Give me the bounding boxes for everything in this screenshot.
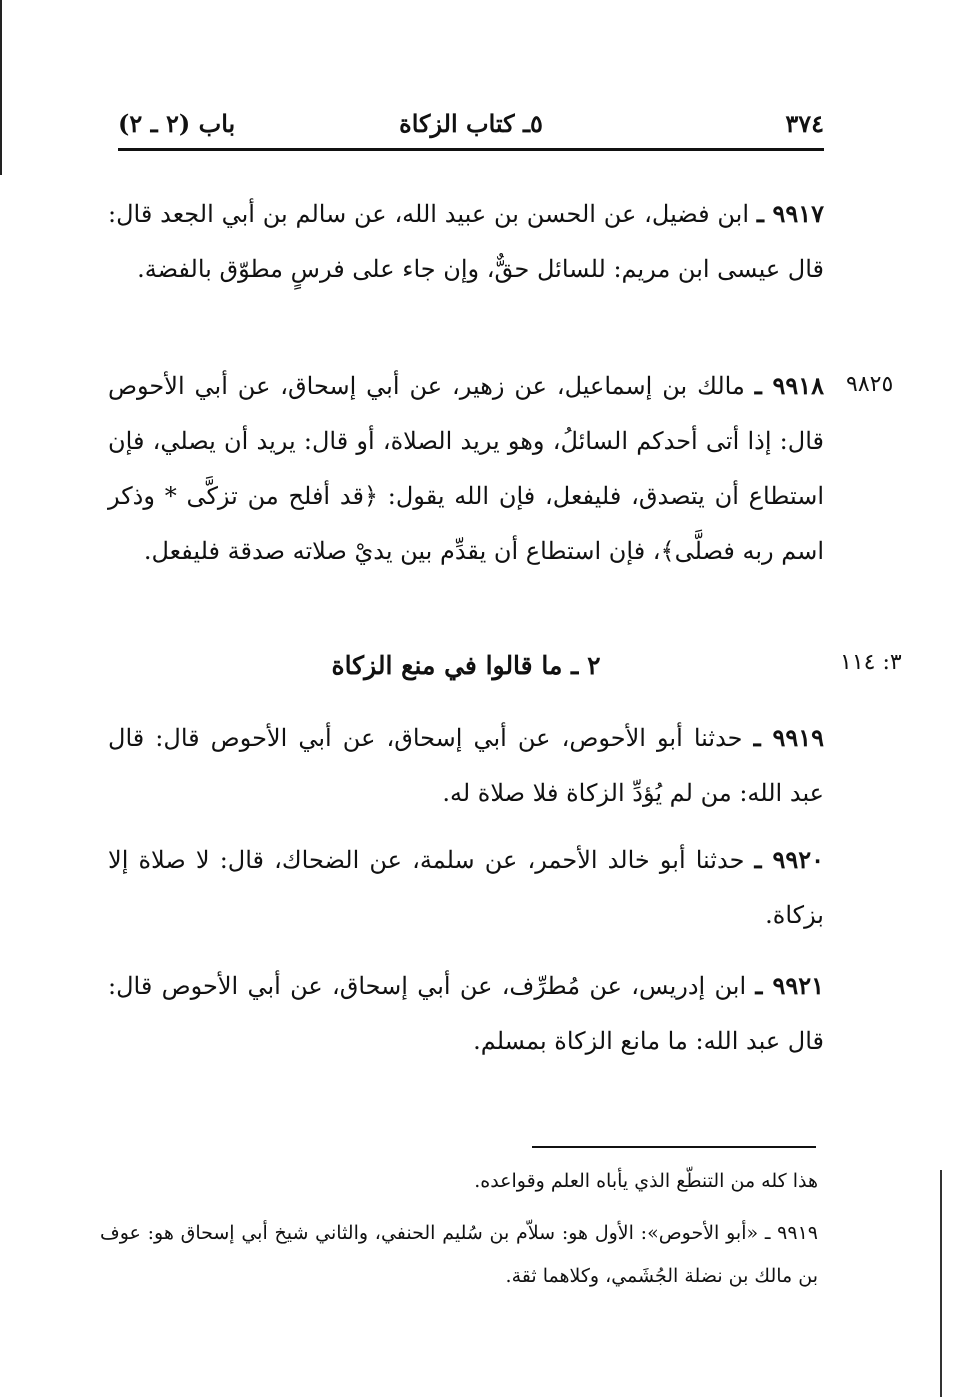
book-title: ٥ـ كتاب الزكاة xyxy=(399,109,543,138)
footnote-2: ٩٩١٩ ـ «أبو الأحوص»: الأول هو: سلاّم بن سُليم الحنفي، والثاني شيخ أبي إسحاق هو: عوف بن مالك بن نضلة الجُشَمي، وكلاهما ثقة. xyxy=(100,1222,818,1287)
hadith-9921 xyxy=(108,958,824,1069)
hadith-text: ابن فضيل، عن الحسن بن عبيد الله، عن سالم بن أبي الجعد قال: قال عيسى ابن مريم: للسائل حقٌّ، وإن جاء على فرسٍ مطوّق بالفضة. xyxy=(108,200,824,283)
hadith-number: ٩٩١٧ ـ xyxy=(756,199,824,228)
hadith-number: ٩٩٢١ ـ xyxy=(755,971,824,1000)
margin-note-volume-ref: ٣: ١١٤ xyxy=(840,650,902,675)
hadith-number: ٩٩١٨ ـ xyxy=(754,371,824,400)
scan-edge-left xyxy=(0,0,2,175)
hadith-9920 xyxy=(108,832,824,943)
page-number: ٣٧٤ xyxy=(785,109,824,138)
hadith-number: ٩٩٢٠ ـ xyxy=(754,845,824,874)
hadith-9918 xyxy=(108,358,824,579)
hadith-text: حدثنا أبو خالد الأحمر، عن سلمة، عن الضحاك، قال: لا صلاة إلا بزكاة. xyxy=(108,846,824,929)
hadith-number: ٩٩١٩ ـ xyxy=(753,723,824,752)
footnote-rule xyxy=(532,1146,816,1148)
hadith-text: مالك بن إسماعيل، عن زهير، عن أبي إسحاق، عن أبي الأحوص قال: إذا أتى أحدكم السائلُ، وهو يريد الصلاة، أو قال: يريد أن يصلي، فإن استطاع أن يتصدق، فليفعل، فإن الله يقول: ﴿قد أفلح من تزكَّى * وذكر اسم ربه فصلَّى﴾، فإن استطاع أن يقدِّم بين يديْ صلاته صدقة فليفعل. xyxy=(108,372,824,565)
page-header xyxy=(118,104,824,148)
hadith-text: ابن إدريس، عن مُطرِّف، عن أبي إسحاق، عن أبي الأحوص قال: قال عبد الله: ما مانع الزكاة بمسلم. xyxy=(108,972,824,1055)
hadith-9919 xyxy=(108,710,824,821)
hadith-text: حدثنا أبو الأحوص، عن أبي إسحاق، عن أبي الأحوص قال: قال عبد الله: من لم يُؤدِّ الزكاة فلا صلاة له. xyxy=(108,724,824,807)
section-label: باب (٢ ـ ٢) xyxy=(118,109,236,138)
footnote-1: هذا كله من التنطّع الذي يأباه العلم وقواعده. xyxy=(474,1170,818,1192)
hadith-9917 xyxy=(108,186,824,297)
section-heading: ٢ ـ ما قالوا في منع الزكاة xyxy=(331,651,601,680)
margin-note-9825: ٩٨٢٥ xyxy=(846,372,894,397)
scan-edge-right xyxy=(940,1170,942,1397)
header-rule xyxy=(118,148,824,151)
